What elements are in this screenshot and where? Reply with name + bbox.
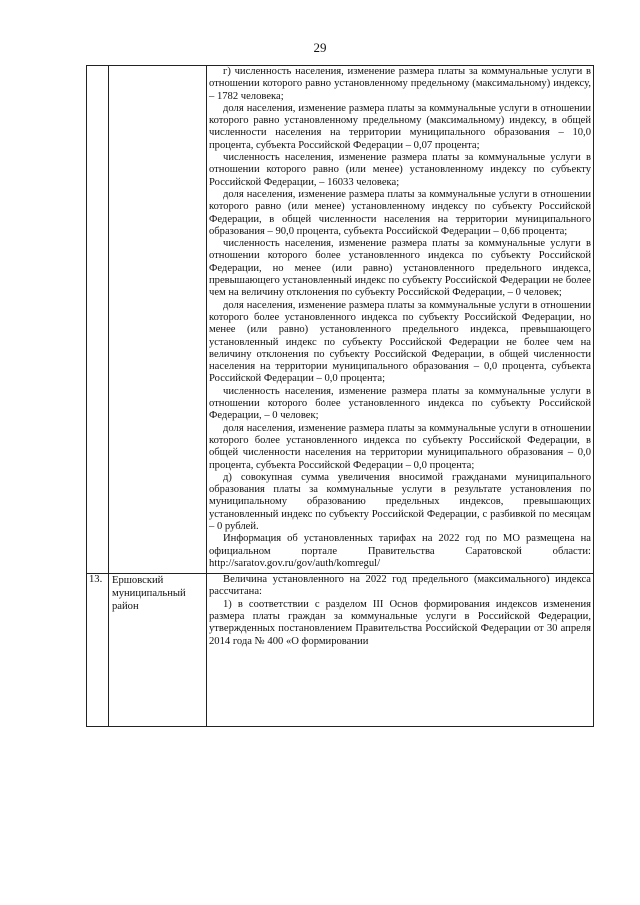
paragraph: г) численность населения, изменение размера платы за коммунальные услуги в отношении которого равно установленному предельному (максимальному) индексу, – 1782 человека; [209, 66, 591, 102]
paragraph: численность населения, изменение размера платы за коммунальные услуги в отношении которого более установленного индекса по субъекту Российской Федерации, – 0 человек; [209, 385, 591, 422]
row-number-cell: 13. [87, 574, 109, 727]
paragraph: Величина установленного на 2022 год предельного (максимального) индекса рассчитана: [209, 574, 591, 598]
table-row [87, 574, 594, 727]
municipality-name-cell [109, 66, 207, 574]
description-cell [207, 66, 594, 574]
table-row [87, 66, 594, 574]
paragraph: доля населения, изменение размера платы за коммунальные услуги в отношении которого равно (или менее) установленному индексу по субъекту Российской Федерации, в общей численности населения на территории муниципального образования – 90,0 процента, субъекта Российской Федерации – 0,66 процента; [209, 188, 591, 237]
page-number: 29 [313, 40, 327, 55]
municipality-name-cell: Ершовский муниципальный район [109, 574, 207, 727]
paragraph: д) совокупная сумма увеличения вносимой гражданами муниципального образования платы за коммунальные услуги в результате установления по муниципальному образованию предельных индексов, превышающих установленный индекс по субъекту Российской Федерации, с разбивкой по месяцам – 0 рублей. [209, 471, 591, 532]
description-cell [207, 574, 594, 727]
paragraph: численность населения, изменение размера платы за коммунальные услуги в отношении которого более установленного индекса по субъекту Российской Федерации, но менее (или равно) установленного предельного индекса, превышающего установленный индекс по субъекту Российской Федерации не более чем на величину отклонения по субъекту Российской Федерации, – 0 человек; [209, 238, 591, 299]
paragraph: доля населения, изменение размера платы за коммунальные услуги в отношении которого равно установленному предельному (максимальному) индексу, в общей численности населения на территории муниципального образования – 10,0 процента, субъекта Российской Федерации – 0,07 процента; [209, 102, 591, 151]
paragraph: 1) в соответствии с разделом III Основ формирования индексов изменения размера платы граждан за коммунальные услуги в Российской Федерации, утвержденных постановлением Правительства Российской Федерации от 30 апреля 2014 года № 400 «О формировании [209, 598, 591, 647]
tariff-info-link-paragraph: Информация об установленных тарифах на 2022 год по МО размещена на официальном портале Правительства Саратовской области: http://saratov.gov.ru/gov/auth/komregul/ [209, 533, 591, 569]
row-number-cell [87, 66, 109, 574]
paragraph: доля населения, изменение размера платы за коммунальные услуги в отношении которого более установленного индекса по субъекту Российской Федерации, в общей численности населения на территории муниципального образования – 0,0 процента, субъекта Российской Федерации – 0,0 процента; [209, 422, 591, 471]
municipal-index-table [86, 65, 594, 727]
paragraph: численность населения, изменение размера платы за коммунальные услуги в отношении которого равно (или менее) установленному индексу по субъекту Российской Федерации, – 16033 человека; [209, 152, 591, 188]
paragraph: доля населения, изменение размера платы за коммунальные услуги в отношении которого более установленного индекса по субъекту Российской Федерации, но менее (или равно) установленного предельного индекса, превышающего установленный индекс по субъекту Российской Федерации не более чем на величину отклонения по субъекту Российской Федерации, в общей численности населения на территории муниципального образования – 0,0 процента, субъекта Российской Федерации – 0,0 процента; [209, 299, 591, 385]
